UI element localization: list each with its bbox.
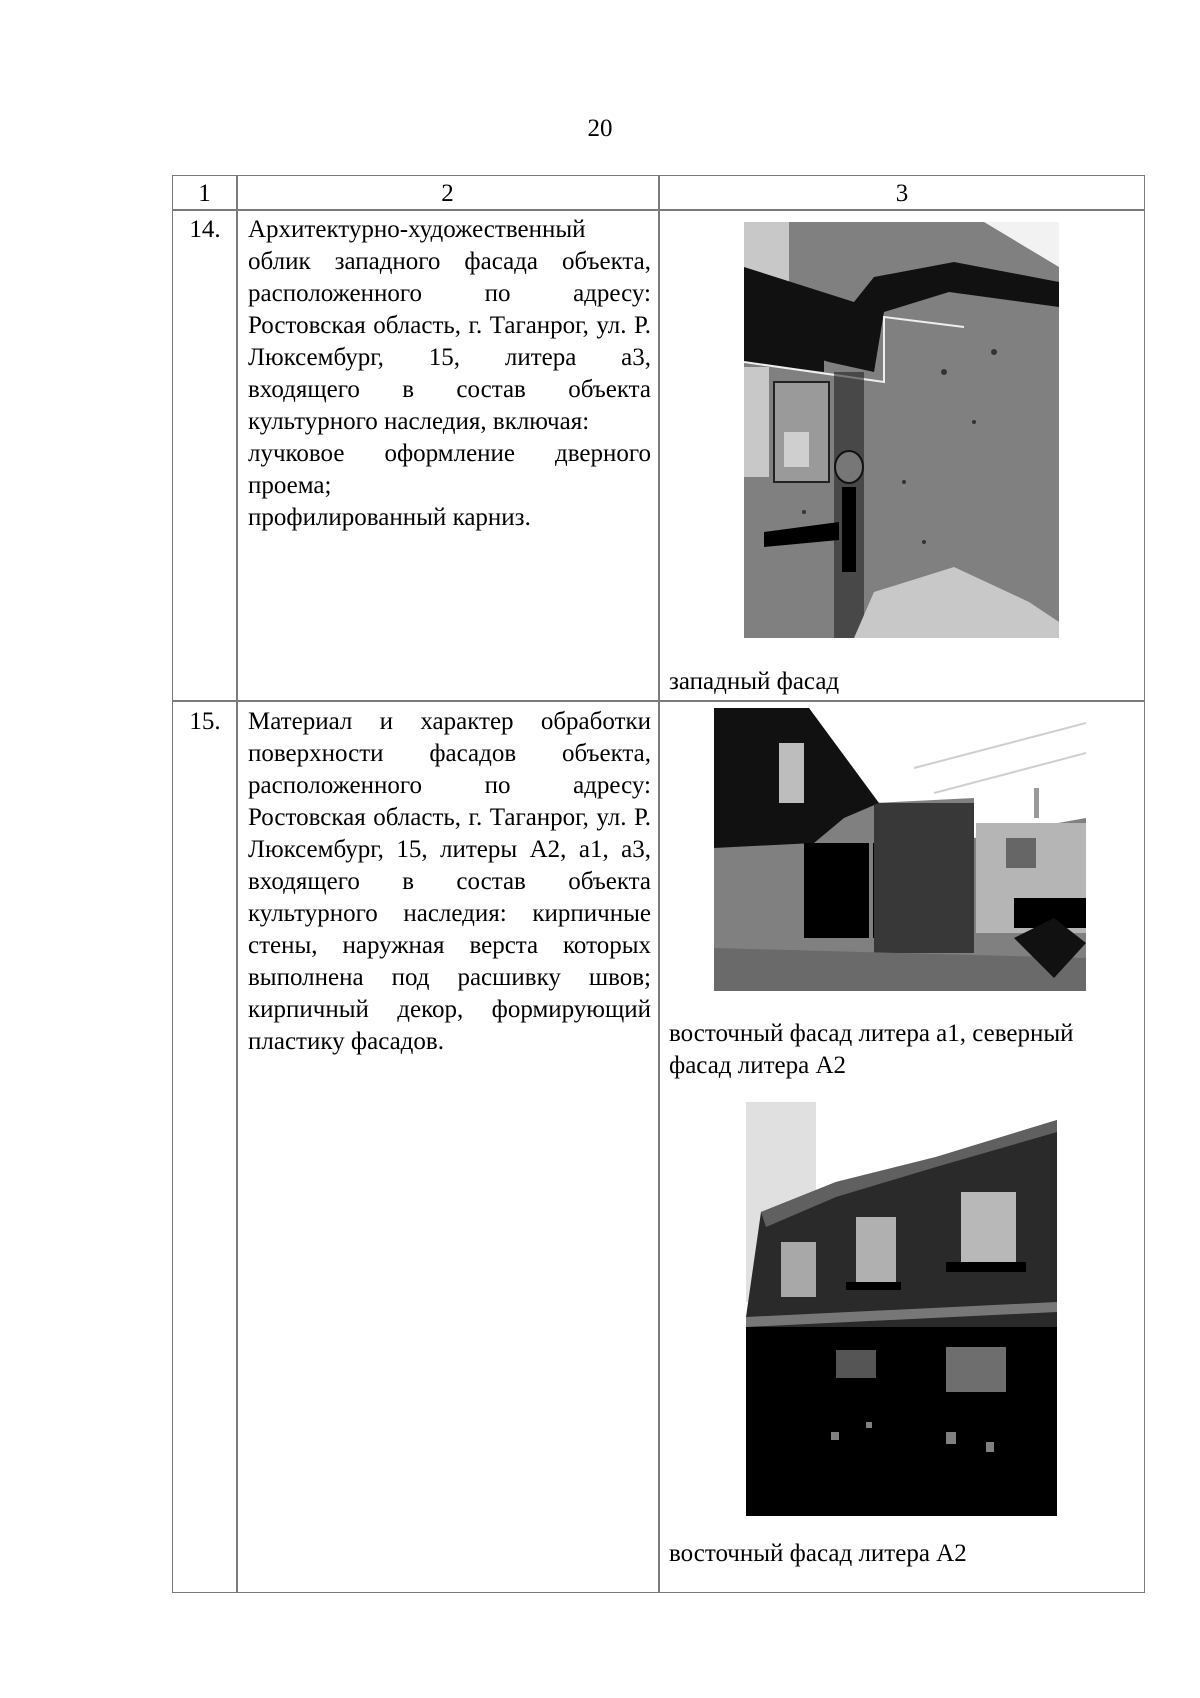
header-col-3: 3 xyxy=(895,180,909,207)
photo-caption: восточный фасад литера а1, северный фасад литера А2 xyxy=(669,1020,1074,1079)
column-divider-2 xyxy=(658,176,660,1592)
header-col-2: 2 xyxy=(441,180,454,207)
photo-caption: восточный фасад литера А2 xyxy=(669,1540,967,1567)
photo-east-facade xyxy=(746,1102,1057,1516)
row-number: 15. xyxy=(189,708,221,735)
column-divider-1 xyxy=(236,176,238,1592)
photo-east-north-facade xyxy=(714,708,1086,991)
row-description xyxy=(248,214,651,534)
description-paragraph: Материал и характер обработки поверхности фасадов объекта, расположенного по адресу: Ростовская область, г. Таганрог, ул. Р. Люксембург, 15, литеры А2, а1, а3, входящего в состав объекта культурного наследия: кирпичные стены, наружная верста которых выполнена под расшивку швов; кирпичный декор, формирующий пластику фасадов. xyxy=(248,708,651,1055)
description-paragraph: профилированный карниз. xyxy=(248,504,531,531)
description-paragraph: Архитектурно-художественный облик западного фасада объекта, расположенного по адресу: Ростовская область, г. Таганрог, ул. Р. Люксембург, 15, литера а3, входящего в состав объекта культурного наследия, включая: xyxy=(248,216,651,435)
description-paragraph: лучковое оформление дверного проема; xyxy=(248,440,651,499)
row-description xyxy=(248,706,651,1058)
row-divider xyxy=(173,700,1144,702)
building-photo-icon xyxy=(744,222,1059,638)
building-photo-icon xyxy=(714,708,1086,991)
photo-west-facade xyxy=(744,222,1059,638)
page-number: 20 xyxy=(587,115,613,142)
photo-caption: западный фасад xyxy=(669,668,840,695)
building-photo-icon xyxy=(746,1102,1057,1516)
row-number: 14. xyxy=(189,216,221,243)
header-col-1: 1 xyxy=(198,180,211,207)
heritage-table xyxy=(172,175,1145,1593)
